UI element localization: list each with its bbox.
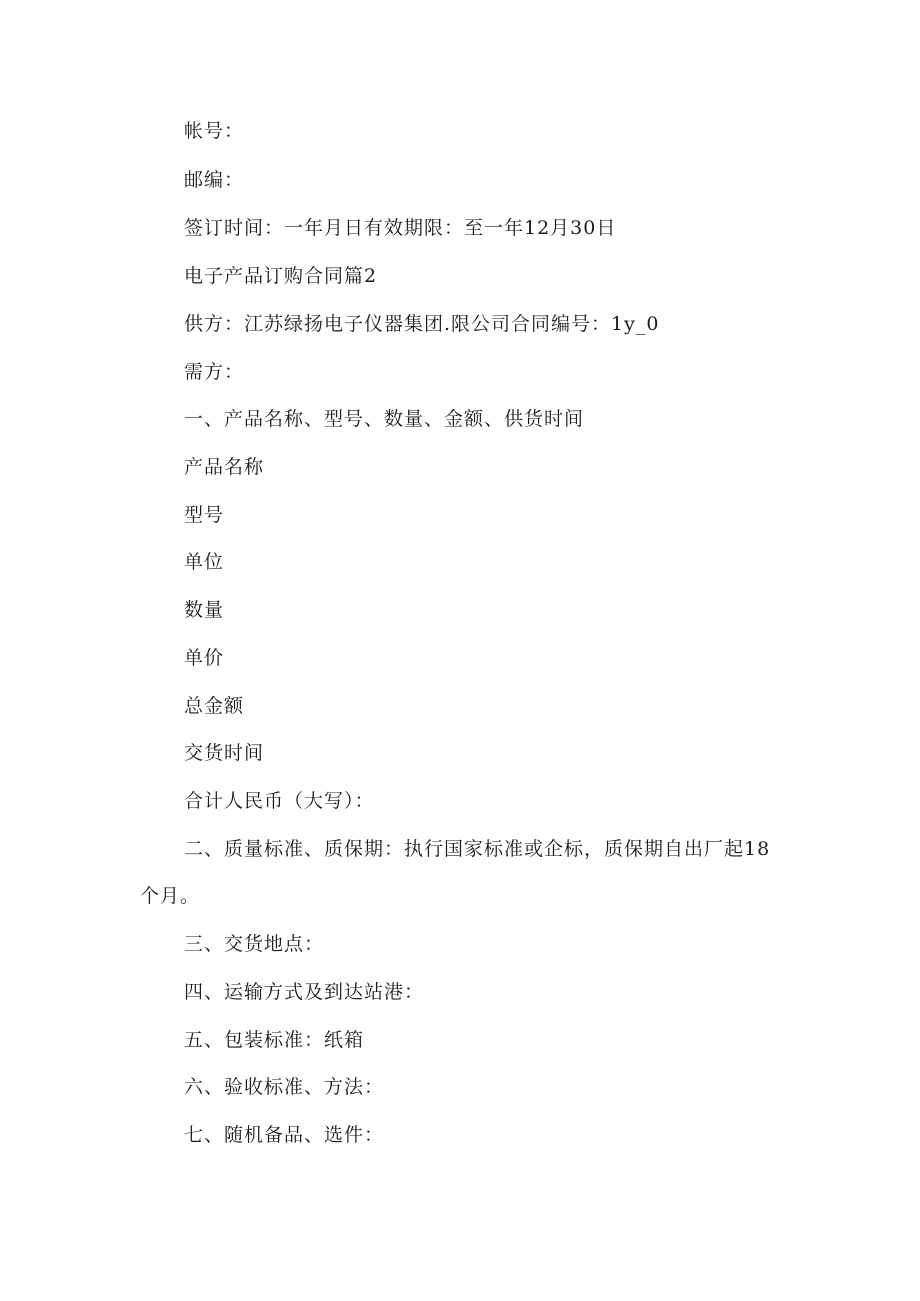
- section-5-line: 五、包装标准：纸箱: [184, 1029, 365, 1051]
- contract-title-line: 电子产品订购合同篇2: [184, 265, 378, 287]
- section-2-line: 二、质量标准、质保期：执行国家标准或企标，质保期自出厂起18: [184, 838, 771, 860]
- supplier-line: 供方：江苏绿扬电子仪器集团.限公司合同编号：1y_0: [184, 313, 660, 335]
- signing-date-line: 签订时间：一年月日有效期限：至一年12月30日: [184, 217, 617, 239]
- delivery-time-label: 交货时间: [184, 742, 265, 764]
- section-3-line: 三、交货地点：: [184, 933, 325, 955]
- section-7-line: 七、随机备品、选件：: [184, 1124, 385, 1146]
- total-amount-label: 总金额: [184, 695, 245, 717]
- total-rmb-line: 合计人民币（大写）：: [184, 790, 375, 812]
- section-4-line: 四、运输方式及到达站港：: [184, 981, 425, 1003]
- unit-label: 单位: [184, 551, 225, 573]
- buyer-line: 需方：: [184, 361, 245, 383]
- unit-price-label: 单价: [184, 647, 225, 669]
- product-name-label: 产品名称: [184, 456, 265, 478]
- account-line: 帐号：: [184, 120, 245, 142]
- section-2-continuation: 个月。: [140, 885, 201, 907]
- section-6-line: 六、验收标准、方法：: [184, 1076, 385, 1098]
- model-label: 型号: [184, 504, 225, 526]
- postcode-line: 邮编：: [184, 169, 245, 191]
- section-1-heading: 一、产品名称、型号、数量、金额、供货时间: [184, 408, 585, 430]
- quantity-label: 数量: [184, 599, 225, 621]
